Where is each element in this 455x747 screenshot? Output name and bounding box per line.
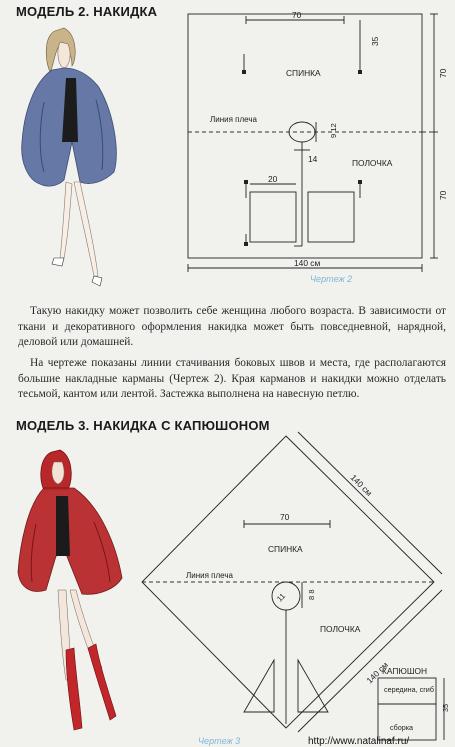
- pattern3-label-shoulder: Линия плеча: [186, 571, 233, 580]
- pattern3-label-front: ПОЛОЧКА: [320, 624, 361, 634]
- pattern2-dim-neck-vertical: 9 12: [329, 123, 338, 138]
- model2-pattern-drawing: [176, 6, 451, 284]
- model2-fashion-illustration: [14, 22, 134, 298]
- hood-dim: 35: [441, 704, 450, 712]
- pattern3-dim-edge-top: 140 см: [348, 472, 375, 498]
- model3-fashion-illustration: [16, 444, 134, 742]
- pattern2-pocket-right: [308, 192, 354, 242]
- hood-gather-label: сборка: [390, 723, 414, 732]
- pattern3-label-back: СПИНКА: [268, 544, 303, 554]
- pattern3-dim-neck-diag: 11: [275, 591, 287, 604]
- pattern2-label-shoulder: Линия плеча: [210, 115, 257, 124]
- model2-heading: МОДЕЛЬ 2. НАКИДКА: [16, 4, 158, 19]
- source-url: http://www.natalinaf.ru/: [308, 736, 410, 747]
- pattern2-dim-bottom: 140 см: [294, 258, 321, 268]
- pattern2-dim-outer-upper: 70: [438, 68, 448, 78]
- pattern2-outline: [188, 14, 422, 258]
- pattern3-dim-neck-vertical: 8 8: [307, 589, 316, 600]
- pattern3-dim-back: 70: [280, 512, 290, 522]
- pattern2-dim-neck-width: 14: [308, 154, 318, 164]
- pattern3-pocket-right: [298, 660, 328, 712]
- paragraph-1: Такую накидку может позволить себе женщина любого возраста. В зависимости от ткани и декоративного оформления накидка может быть повседневной, нарядной, деловой или домашней.: [18, 305, 446, 349]
- pattern3-pocket-left: [244, 660, 274, 712]
- pattern2-pocket-left: [250, 192, 296, 242]
- pattern2-dim-pocket: 20: [268, 174, 278, 184]
- hood-title: КАПЮШОН: [382, 666, 428, 676]
- pattern2-dim-outer-lower: 70: [438, 190, 448, 200]
- pattern2-caption: Чертеж 2: [310, 274, 353, 284]
- model3-pattern-drawing: [134, 430, 452, 746]
- pattern2-label-back: СПИНКА: [286, 68, 321, 78]
- model3-heading: МОДЕЛЬ 3. НАКИДКА С КАПЮШОНОМ: [16, 418, 270, 433]
- pattern2-dim-right-upper: 35: [370, 36, 380, 46]
- pattern3-dim-edge-bottom: 140 см: [364, 659, 390, 686]
- paragraph-2: На чертеже показаны линии стачивания боковых швов и места, где располагаются большие накладные карманы (Чертеж 2). Края карманов и накидки можно отделать тесьмой, кантом или лентой. Застежка выполнена на навесную петлю.: [18, 357, 446, 401]
- pattern2-label-front: ПОЛОЧКА: [352, 158, 393, 168]
- pattern2-dim-top: 70: [292, 10, 302, 20]
- hood-fold-label: середина, сгиб: [384, 685, 434, 694]
- pattern3-caption: Чертеж 3: [198, 736, 241, 746]
